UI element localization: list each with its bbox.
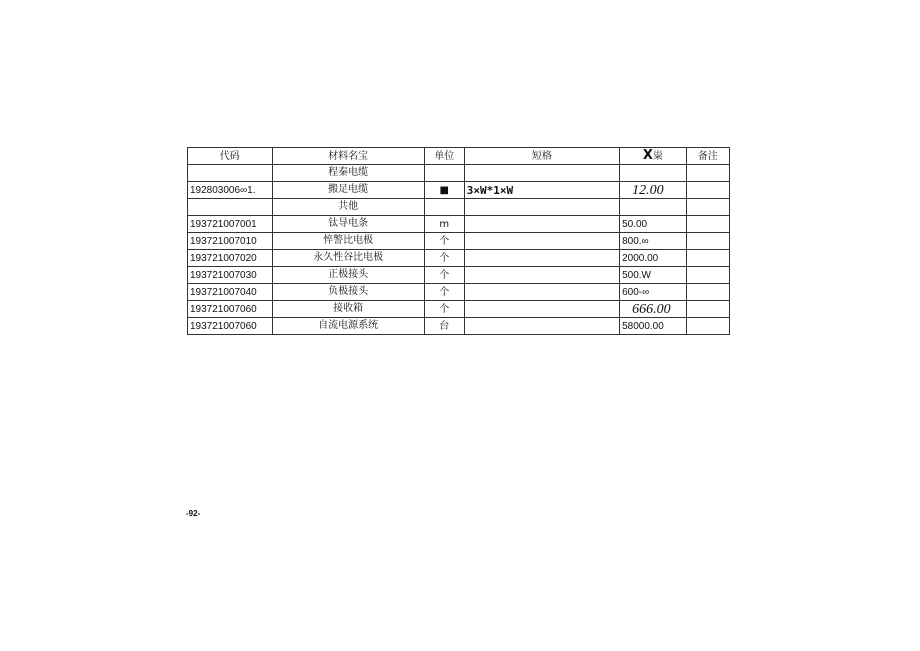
table-row: [188, 250, 730, 267]
cell-unit: 个: [424, 267, 464, 284]
cell-note: [686, 301, 729, 318]
cell-quantity: [620, 165, 687, 182]
cell-name: 搬足电缆: [272, 182, 424, 199]
cell-quantity: 58000.00: [620, 318, 687, 335]
cell-quantity: [620, 199, 687, 216]
cell-spec: [464, 301, 619, 318]
cell-quantity: 666.00: [620, 301, 687, 318]
materials-table: [187, 147, 730, 335]
cell-code: 193721007060: [188, 301, 273, 318]
cell-unit: ■: [424, 182, 464, 199]
cell-unit: [424, 199, 464, 216]
cell-spec: [464, 318, 619, 335]
cell-quantity: 2000.00: [620, 250, 687, 267]
cell-unit: [424, 165, 464, 182]
cell-quantity: 50.00: [620, 216, 687, 233]
table-header-row: [188, 148, 730, 165]
cell-name: 负极接头: [272, 284, 424, 301]
cell-note: [686, 165, 729, 182]
cell-note: [686, 233, 729, 250]
cell-name: 共他: [272, 199, 424, 216]
cell-spec: [464, 216, 619, 233]
cell-spec: [464, 199, 619, 216]
cell-name: 永久性谷比电极: [272, 250, 424, 267]
header-code: 代码: [188, 148, 273, 165]
cell-code: 193721007030: [188, 267, 273, 284]
cell-code: 193721007020: [188, 250, 273, 267]
cell-quantity: 500.W: [620, 267, 687, 284]
table-row: [188, 216, 730, 233]
table-row: [188, 318, 730, 335]
table-row: [188, 182, 730, 199]
cell-code: [188, 165, 273, 182]
header-quantity-prefix: X: [642, 148, 653, 163]
cell-name: 钛导电条: [272, 216, 424, 233]
cell-unit: m: [424, 216, 464, 233]
table-row: [188, 284, 730, 301]
cell-spec: 3×W*1×W: [464, 182, 619, 199]
cell-spec: [464, 250, 619, 267]
cell-quantity: 600-∞: [620, 284, 687, 301]
cell-code: 193721007010: [188, 233, 273, 250]
table-row: [188, 199, 730, 216]
cell-note: [686, 318, 729, 335]
cell-unit: 个: [424, 233, 464, 250]
table-row: [188, 301, 730, 318]
cell-name: 程秦电缆: [272, 165, 424, 182]
page-number: -92-: [186, 509, 201, 518]
cell-name: 正极接头: [272, 267, 424, 284]
cell-note: [686, 250, 729, 267]
cell-code: 193721007060: [188, 318, 273, 335]
cell-code: 192803006∞1.: [188, 182, 273, 199]
cell-spec: [464, 267, 619, 284]
cell-unit: 个: [424, 301, 464, 318]
table-row: [188, 267, 730, 284]
header-spec: 短格: [464, 148, 619, 165]
header-quantity-suffix: 粜: [652, 151, 663, 162]
cell-name: 悴警比电极: [272, 233, 424, 250]
cell-unit: 个: [424, 284, 464, 301]
cell-note: [686, 284, 729, 301]
cell-name: 接收箱: [272, 301, 424, 318]
header-unit: 单位: [424, 148, 464, 165]
cell-spec: [464, 233, 619, 250]
cell-code: 193721007040: [188, 284, 273, 301]
cell-code: 193721007001: [188, 216, 273, 233]
cell-spec: [464, 165, 619, 182]
header-name: 材料名宝: [272, 148, 424, 165]
cell-note: [686, 182, 729, 199]
cell-quantity: 12.00: [620, 182, 687, 199]
cell-name: 自流电源系统: [272, 318, 424, 335]
cell-note: [686, 267, 729, 284]
header-quantity: [620, 148, 687, 165]
header-note: 备注: [686, 148, 729, 165]
table-row: [188, 233, 730, 250]
cell-unit: 个: [424, 250, 464, 267]
cell-quantity: 800.∞: [620, 233, 687, 250]
table-row: [188, 165, 730, 182]
cell-code: [188, 199, 273, 216]
cell-note: [686, 216, 729, 233]
cell-unit: 台: [424, 318, 464, 335]
cell-note: [686, 199, 729, 216]
cell-spec: [464, 284, 619, 301]
